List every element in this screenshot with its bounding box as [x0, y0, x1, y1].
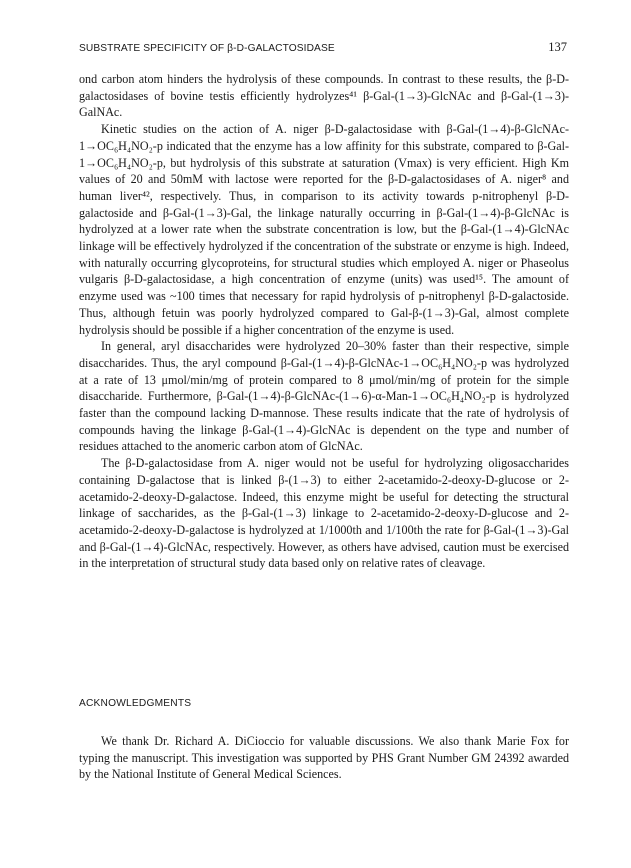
running-title: SUBSTRATE SPECIFICITY OF β-D-GALACTOSIDASE	[79, 43, 335, 54]
acknowledgments-paragraph: We thank Dr. Richard A. DiCioccio for valuable discussions. We also thank Marie Fox for typing the manuscript. This investigation was supported by PHS Grant Number GM 24392 awarded by the National Institute of General Medical Sciences.	[79, 734, 569, 782]
paragraph-kinetic-studies: Kinetic studies on the action of A. niger β-D-galactosidase with β-Gal-(1→4)-β-GlcNAc-1→OC₆H₄NO₂-p indicated that the enzyme has a low affinity for this substrate, compared to β-Gal-1→OC₆H₄NO₂-p, but hydrolysis of this substrate at saturation (Vmax) is very efficient. High Km values of 20 and 50mM with lactose were reported for the β-D-galactosidases of A. niger⁸ and human liver⁴², respectively. Thus, in comparison to its activity towards p-nitrophenyl β-D-galactoside and β-Gal-(1→3)-Gal, the linkage naturally occurring in β-Gal-(1→4)-β-GlcNAc is hydrolyzed at a lower rate when the substrate concentration is low, but the β-Gal-(1→4)-GlcNAc linkage will be effectively hydrolyzed if the concentration of the substrate or enzyme is high. Indeed, with naturally occurring glycoproteins, for structural studies which employed A. niger or Phaseolus vulgaris β-D-galactosidase, a high concentration of enzyme (units) was used¹⁵. The amount of enzyme used was ~100 times that necessary for rapid hydrolysis of p-nitrophenyl β-D-galactoside. Thus, although fetuin was poorly hydrolyzed compared to Gal-β-(1→3)-Gal, almost complete hydrolysis should be possible if a higher concentration of the enzyme is used.	[79, 122, 569, 337]
paragraph-aryl-disaccharides: In general, aryl disaccharides were hydrolyzed 20–30% faster than their respective, simple disaccharides. Thus, the aryl compound β-Gal-(1→4)-β-GlcNAc-1→OC₆H₄NO₂-p was hydrolyzed at a rate of 13 μmol/min/mg of protein compared to 8 μmol/min/mg of protein for the simple disaccharide. Furthermore, β-Gal-(1→4)-β-GlcNAc-(1→6)-α-Man-1→OC₆H₄NO₂-p is hydrolyzed faster than the compound lacking D-mannose. These results indicate that the rate of hydrolysis of compounds having the linkage β-Gal-(1→4)-GlcNAc is dependent on the type and number of residues attached to the anomeric carbon atom of GlcNAc.	[79, 339, 569, 454]
body-text	[79, 71, 569, 572]
paragraph-continuation: ond carbon atom hinders the hydrolysis of these compounds. In contrast to these results, the β-D-galactosidases of bovine testis efficiently hydrolyzes⁴¹ β-Gal-(1→3)-GlcNAc and β-Gal-(1→3)-GalNAc.	[79, 72, 569, 120]
running-header	[79, 40, 567, 55]
page-number: 137	[548, 40, 567, 54]
acknowledgments-section	[79, 733, 569, 783]
paragraph-enzyme-usefulness: The β-D-galactosidase from A. niger would not be useful for hydrolyzing oligosaccharides containing D-galactose that is linked β-(1→3) to either 2-acetamido-2-deoxy-D-glucose or 2-acetamido-2-deoxy-D-galactose. Indeed, this enzyme might be useful for detecting the structural linkage of saccharides, as the β-Gal-(1→3) linkage to 2-acetamido-2-deoxy-D-glucose and 2-acetamido-2-deoxy-D-galactose is hydrolyzed at 1/1000th and 1/100th the rate for β-Gal-(1→3)-Gal and β-Gal-(1→4)-GlcNAc, respectively. However, as others have advised, caution must be exercised in the interpretation of structural study data based only on relative rates of cleavage.	[79, 456, 569, 571]
acknowledgments-heading: ACKNOWLEDGMENTS	[79, 698, 192, 709]
